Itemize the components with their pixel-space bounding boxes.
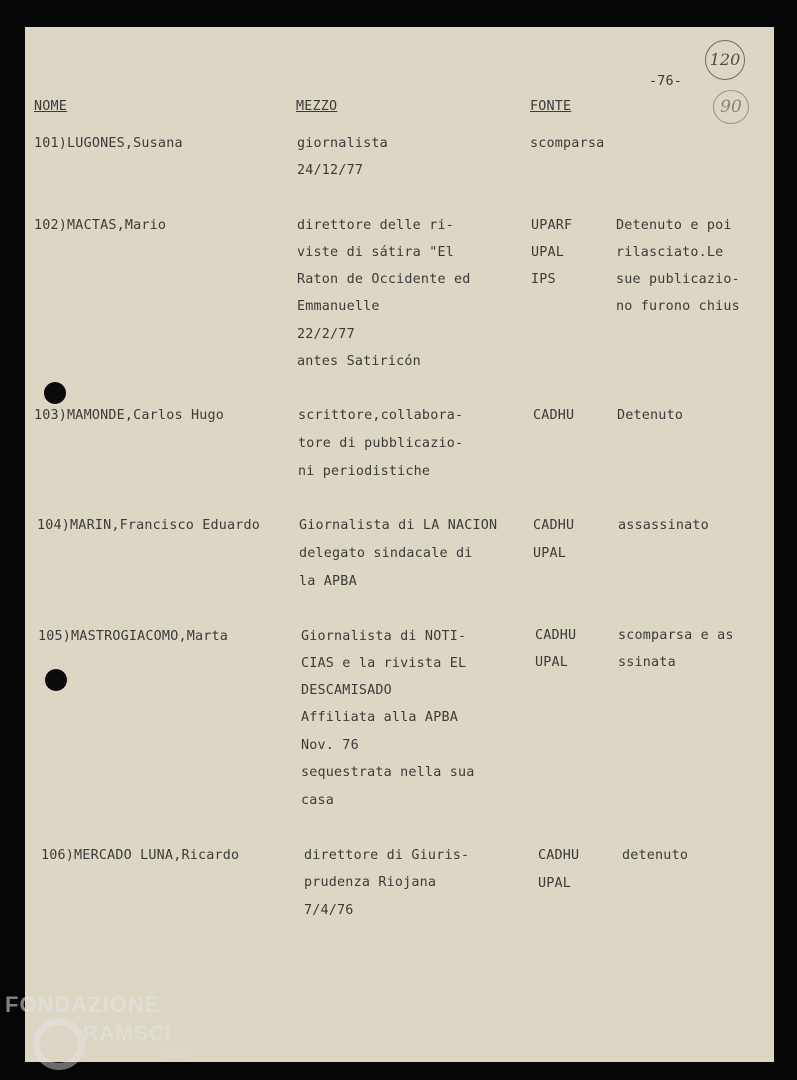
entry-mezzo-line: Nov. 76: [301, 738, 359, 753]
entry-mezzo-line: Giornalista di LA NACION: [299, 518, 498, 533]
entry-name: 106)MERCADO LUNA,Ricardo: [41, 848, 240, 863]
watermark-onlus: onlus: [165, 1050, 189, 1061]
watermark-line2: RAMSCI: [83, 1022, 172, 1045]
entry-mezzo-line: viste di sátira "El: [297, 245, 454, 260]
punch-hole: [45, 669, 67, 691]
entry-note-line: scomparsa: [530, 136, 605, 151]
entry-fonte-line: CADHU: [538, 848, 580, 863]
entry-note-line: sue publicazio-: [616, 272, 740, 287]
entry-note-line: detenuto: [622, 848, 689, 863]
entry-mezzo-line: direttore di Giuris-: [304, 848, 470, 863]
entry-mezzo-line: DESCAMISADO: [301, 683, 392, 698]
entry-mezzo-line: la APBA: [299, 574, 357, 589]
entry-fonte-line: CADHU: [535, 628, 577, 643]
entry-fonte-line: CADHU: [533, 408, 575, 423]
entry-mezzo-line: ni periodistiche: [298, 464, 431, 479]
header-mezzo: MEZZO: [296, 99, 338, 114]
entry-fonte-line: UPAL: [531, 245, 565, 260]
header-fonte: FONTE: [530, 99, 572, 114]
watermark-line1: FONDAZIONE: [5, 992, 161, 1017]
entry-mezzo-line: casa: [301, 793, 335, 808]
entry-fonte-line: IPS: [531, 272, 556, 287]
entry-name: 103)MAMONDE,Carlos Hugo: [34, 408, 225, 423]
entry-note-line: rilasciato.Le: [616, 245, 724, 260]
fondazione-gramsci-watermark: [5, 992, 205, 1077]
entry-fonte-line: CADHU: [533, 518, 575, 533]
entry-mezzo-line: delegato sindacale di: [299, 546, 473, 561]
entry-note-line: assassinato: [618, 518, 709, 533]
entry-mezzo-line: Affiliata alla APBA: [301, 710, 458, 725]
punch-hole: [44, 382, 66, 404]
entry-note-line: Detenuto: [617, 408, 684, 423]
entry-mezzo-line: sequestrata nella sua: [301, 765, 475, 780]
entry-name: 104)MARIN,Francisco Eduardo: [37, 518, 261, 533]
entry-mezzo-line: scrittore,collabora-: [298, 408, 464, 423]
entry-mezzo-line: tore di pubblicazio-: [298, 436, 464, 451]
gramsci-g-logo-icon: [33, 1018, 85, 1070]
entry-mezzo-line: Giornalista di NOTI-: [301, 629, 467, 644]
document-page: [25, 27, 774, 1062]
entry-note-line: ssinata: [618, 655, 676, 670]
entry-note-line: no furono chius: [616, 299, 740, 314]
archive-number-secondary: 90: [720, 97, 742, 117]
entry-mezzo-line: Emmanuelle: [297, 299, 380, 314]
page-number: -76-: [649, 74, 683, 89]
entry-fonte-line: UPARF: [531, 218, 573, 233]
archive-number-circle: [705, 40, 745, 80]
header-nome: NOME: [34, 99, 68, 114]
entry-mezzo-line: 22/2/77: [297, 327, 355, 342]
entry-name: 101)LUGONES,Susana: [34, 136, 183, 151]
entry-fonte-line: UPAL: [533, 546, 567, 561]
entry-note-line: Detenuto e poi: [616, 218, 732, 233]
archive-number: 120: [709, 50, 741, 69]
entry-fonte-line: UPAL: [538, 876, 572, 891]
entry-note-line: scomparsa e as: [618, 628, 734, 643]
entry-mezzo-line: 24/12/77: [297, 163, 364, 178]
entry-mezzo-line: prudenza Riojana: [304, 875, 437, 890]
entry-mezzo-line: giornalista: [297, 136, 388, 151]
archive-number-circle-secondary: [713, 90, 749, 124]
entry-mezzo-line: 7/4/76: [304, 903, 354, 918]
entry-mezzo-line: direttore delle ri-: [297, 218, 454, 233]
entry-name: 102)MACTAS,Mario: [34, 218, 167, 233]
entry-mezzo-line: CIAS e la rivista EL: [301, 656, 467, 671]
entry-mezzo-line: Raton de Occidente ed: [297, 272, 471, 287]
entry-name: 105)MASTROGIACOMO,Marta: [38, 629, 229, 644]
entry-mezzo-line: antes Satiricón: [297, 354, 421, 369]
entry-fonte-line: UPAL: [535, 655, 569, 670]
